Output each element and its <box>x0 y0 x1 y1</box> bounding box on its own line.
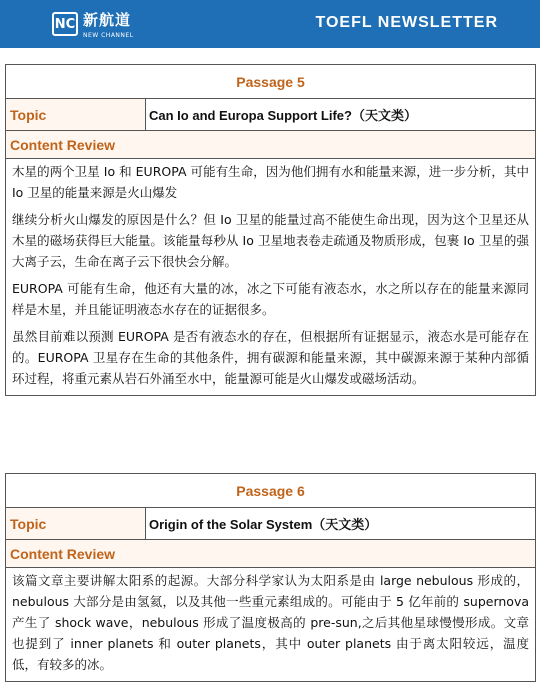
logo-chinese-name: 新航道 <box>83 11 132 29</box>
passage-5-table <box>5 64 536 396</box>
logo-mark: NC <box>52 12 78 36</box>
topic-value: Can Io and Europa Support Life?（天文类） <box>149 108 417 123</box>
topic-value: Origin of the Solar System（天文类） <box>149 517 378 532</box>
paragraph: 该篇文章主要讲解太阳系的起源。大部分科学家认为太阳系是由 large nebulous 形成的，nebulous 大部分是由氢氦，以及其他一些重元素组成的。可能由于 5 亿年前的 supernova 产生了 shock wave，nebulous 形成了温度极高的 pre-sun,之后其他星球慢慢形成。文章也提到了 inner planets 和 outer planets，其中 outer planets 由于离太阳较远，温度低，有较多的冰。 <box>12 573 529 672</box>
newsletter-title: TOEFL NEWSLETTER <box>315 14 498 31</box>
topic-label: Topic <box>6 508 146 539</box>
passage-6-table <box>5 473 536 682</box>
content-review-body <box>6 568 535 681</box>
newsletter-header <box>0 0 540 48</box>
passage-title: Passage 6 <box>6 474 535 508</box>
topic-label: Topic <box>6 99 146 130</box>
paragraph: 木星的两个卫星 Io 和 EUROPA 可能有生命，因为他们拥有水和能量来源，进一步分析，其中 Io 卫星的能量来源是火山爆发 <box>12 164 529 200</box>
paragraph: EUROPA 可能有生命，他还有大量的冰，冰之下可能有液态水，水之所以存在的能量来源同样是木星，并且能证明液态水存在的证据很多。 <box>12 281 529 317</box>
logo-english-name: NEW CHANNEL <box>83 32 134 39</box>
content-review-label: Content Review <box>6 131 535 159</box>
topic-row <box>6 508 535 540</box>
content-review-label: Content Review <box>6 540 535 568</box>
topic-row <box>6 99 535 131</box>
paragraph: 继续分析火山爆发的原因是什么？但 Io 卫星的能量过高不能使生命出现，因为这个卫星还从木星的磁场获得巨大能量。该能量每秒从 Io 卫星地表卷走疏通及物质形成，包裹 Io 卫星的强大离子云，生命在离子云下很快会分解。 <box>12 212 529 269</box>
passage-title: Passage 5 <box>6 65 535 99</box>
paragraph: 虽然目前难以预测 EUROPA 是否有液态水的存在，但根据所有证据显示，液态水是可能存在的。EUROPA 卫星存在生命的其他条件，拥有碳源和能量来源，其中碳源来源于某种内部循环过程，将重元素从岩石外涌至水中，能量源可能是火山爆发或磁场活动。 <box>12 329 529 386</box>
new-channel-logo <box>52 9 134 39</box>
content-review-body <box>6 159 535 395</box>
